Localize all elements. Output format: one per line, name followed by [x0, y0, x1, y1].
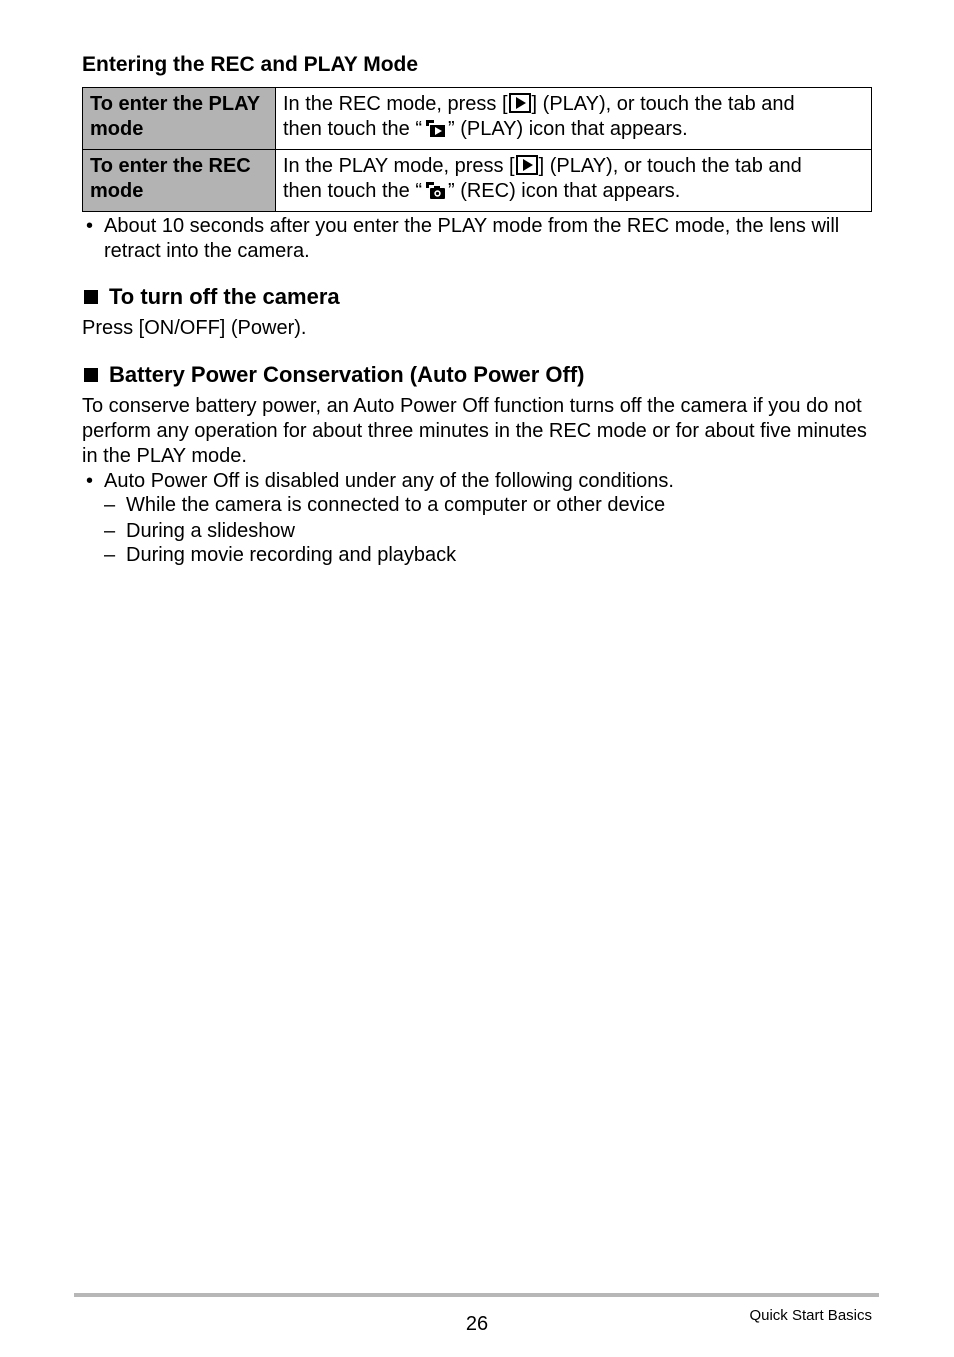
- row-label: To enter the PLAY mode: [83, 88, 276, 150]
- dash: –: [104, 494, 116, 516]
- auto-power-note: [82, 469, 882, 494]
- list-item: – During movie recording and playback: [104, 544, 457, 566]
- row-description: In the PLAY mode, press [ ] (PLAY), or touch the tab and then touch the “ ” (REC) icon that appears.: [276, 150, 872, 212]
- play-button-icon: [516, 155, 538, 175]
- square-bullet-icon: [84, 290, 98, 304]
- dash: –: [104, 520, 116, 542]
- row-label: To enter the REC mode: [83, 150, 276, 212]
- bullet: •: [86, 215, 94, 237]
- auto-power-text: To conserve battery power, an Auto Power Off function turns off the camera if you do not perform any operation for about three minutes in the REC mode or for about five minutes in the PLAY mode.: [82, 395, 867, 467]
- row-description: In the REC mode, press [ ] (PLAY), or touch the tab and then touch the “ ” (PLAY) icon that appears.: [276, 88, 872, 150]
- play-button-icon: [509, 93, 531, 113]
- mode-table: [82, 87, 872, 212]
- page-number: 26: [465, 1313, 489, 1335]
- bullet: •: [86, 470, 94, 492]
- table-row: [83, 88, 872, 150]
- turn-off-text: Press [ON/OFF] (Power).: [82, 317, 307, 339]
- list-item: – While the camera is connected to a computer or other device: [104, 494, 666, 516]
- footer-section-title: Quick Start Basics: [749, 1307, 872, 1324]
- rec-tab-icon: [423, 180, 447, 200]
- list-item: – During a slideshow: [104, 520, 295, 542]
- note-text: About 10 seconds after you enter the PLAY mode from the REC mode, the lens will retract into the camera.: [104, 215, 840, 262]
- square-bullet-icon: [84, 368, 98, 382]
- note-text: Auto Power Off is disabled under any of the following conditions.: [104, 470, 674, 492]
- dash: –: [104, 544, 116, 566]
- lens-note: [82, 214, 882, 264]
- turn-off-heading: To turn off the camera: [82, 284, 340, 310]
- section-heading: Entering the REC and PLAY Mode: [82, 53, 419, 76]
- table-row: [83, 150, 872, 212]
- play-tab-icon: [423, 118, 447, 138]
- footer-rule: [74, 1293, 879, 1297]
- auto-power-heading: Battery Power Conservation (Auto Power Off): [82, 362, 585, 388]
